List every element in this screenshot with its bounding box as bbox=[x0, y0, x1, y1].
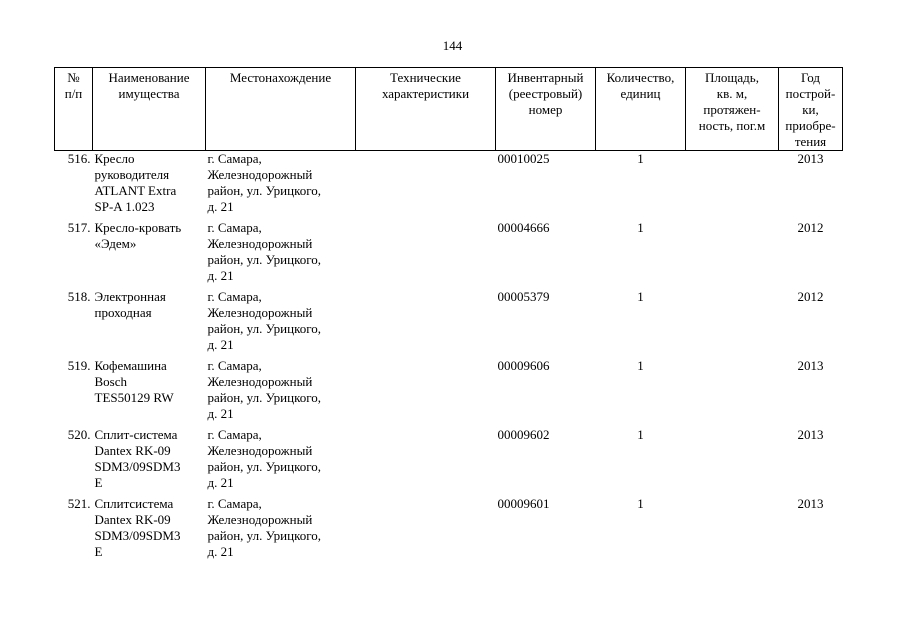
header-name: Наименование имущества bbox=[93, 68, 206, 151]
row-location: г. Самара, Железнодорожный район, ул. Урицкого, д. 21 bbox=[207, 357, 321, 421]
row-name: Сплитсистема Dantex RK-09 SDM3/09SDM3 E bbox=[94, 495, 181, 559]
table-row bbox=[55, 358, 843, 427]
header-quantity: Количество, единиц bbox=[596, 68, 686, 151]
row-inventory: 00010025 bbox=[497, 151, 550, 166]
row-tech bbox=[356, 358, 496, 427]
row-num: 517. bbox=[67, 219, 91, 235]
table-row bbox=[55, 427, 843, 496]
header-area: Площадь, кв. м, протяжен- ность, пог.м bbox=[686, 68, 779, 151]
row-quantity: 1 bbox=[637, 357, 644, 373]
row-name: Сплит-система Dantex RK-09 SDM3/09SDM3 E bbox=[94, 426, 181, 490]
row-area bbox=[686, 151, 779, 220]
table-row bbox=[55, 496, 843, 565]
table-row bbox=[55, 151, 843, 220]
table-row bbox=[55, 220, 843, 289]
row-area bbox=[686, 427, 779, 496]
row-year: 2013 bbox=[797, 151, 824, 166]
inventory-table bbox=[54, 67, 843, 565]
row-year: 2013 bbox=[797, 426, 824, 442]
row-inventory: 00004666 bbox=[497, 219, 550, 235]
row-quantity: 1 bbox=[637, 219, 644, 235]
row-tech bbox=[356, 289, 496, 358]
row-name: Кресло-кровать «Эдем» bbox=[94, 219, 182, 251]
row-quantity: 1 bbox=[637, 426, 644, 442]
header-tech: Технические характеристики bbox=[356, 68, 496, 151]
row-quantity: 1 bbox=[637, 151, 644, 166]
row-num: 519. bbox=[67, 357, 91, 373]
row-num: 521. bbox=[67, 495, 91, 511]
row-area bbox=[686, 220, 779, 289]
row-year: 2013 bbox=[797, 357, 824, 373]
header-year: Год построй- ки, приобре- тения bbox=[779, 68, 843, 151]
page-number: 144 bbox=[442, 38, 463, 53]
row-year: 2012 bbox=[797, 219, 824, 235]
row-location: г. Самара, Железнодорожный район, ул. Урицкого, д. 21 bbox=[207, 288, 321, 352]
row-tech bbox=[356, 151, 496, 220]
table-header-row bbox=[55, 68, 843, 151]
row-tech bbox=[356, 496, 496, 565]
row-inventory: 00005379 bbox=[497, 288, 550, 304]
row-tech bbox=[356, 427, 496, 496]
row-name: Кресло руководителя ATLANT Extra SP-A 1.023 bbox=[94, 151, 177, 214]
row-area bbox=[686, 289, 779, 358]
row-num: 518. bbox=[67, 288, 91, 304]
row-name: Электронная проходная bbox=[94, 288, 166, 320]
header-num: № п/п bbox=[55, 68, 93, 151]
row-num: 516. bbox=[67, 151, 91, 166]
row-area bbox=[686, 496, 779, 565]
row-year: 2013 bbox=[797, 495, 824, 511]
row-tech bbox=[356, 220, 496, 289]
row-inventory: 00009602 bbox=[497, 426, 550, 442]
row-location: г. Самара, Железнодорожный район, ул. Урицкого, д. 21 bbox=[207, 219, 321, 283]
header-location: Местонахождение bbox=[206, 68, 356, 151]
row-location: г. Самара, Железнодорожный район, ул. Урицкого, д. 21 bbox=[207, 151, 321, 214]
table-row bbox=[55, 289, 843, 358]
row-inventory: 00009606 bbox=[497, 357, 550, 373]
row-quantity: 1 bbox=[637, 495, 644, 511]
row-location: г. Самара, Железнодорожный район, ул. Урицкого, д. 21 bbox=[207, 426, 321, 490]
row-num: 520. bbox=[67, 426, 91, 442]
row-location: г. Самара, Железнодорожный район, ул. Урицкого, д. 21 bbox=[207, 495, 321, 559]
row-inventory: 00009601 bbox=[497, 495, 550, 511]
row-year: 2012 bbox=[797, 288, 824, 304]
header-inventory: Инвентарный (реестровый) номер bbox=[496, 68, 596, 151]
row-quantity: 1 bbox=[637, 288, 644, 304]
row-area bbox=[686, 358, 779, 427]
row-name: Кофемашина Bosch TES50129 RW bbox=[94, 357, 174, 405]
